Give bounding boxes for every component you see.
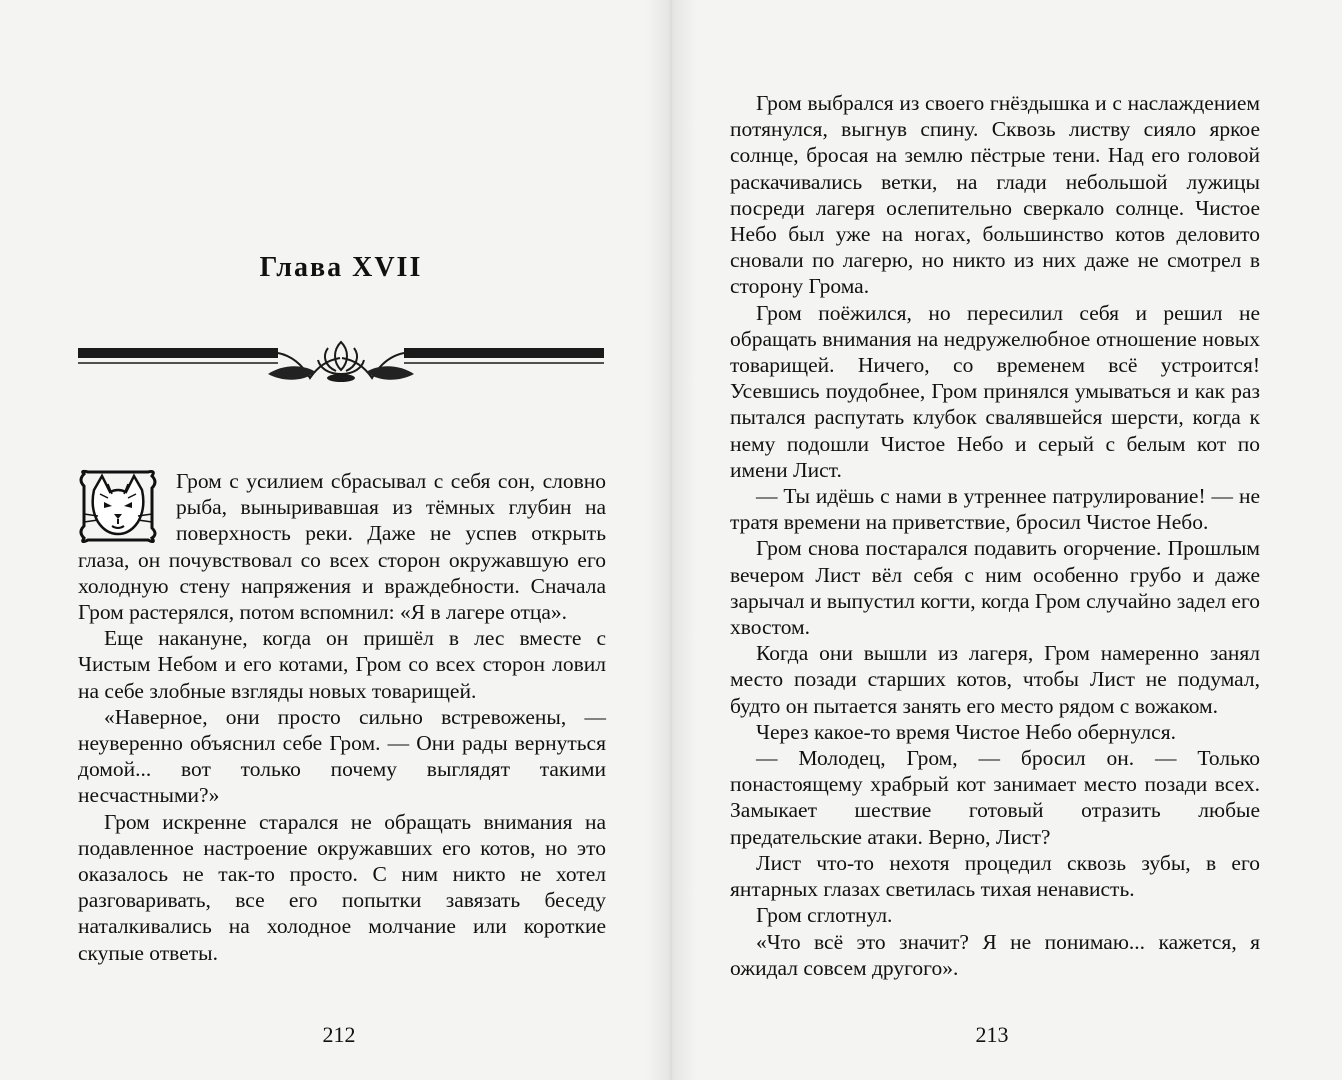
paragraph: Гром поёжился, но пересилил себя и решил не обращать внимания на недружелюбное отношение новых товарищей. Ничего, со временем всё устроится! Усевшись поудобнее, Гром принялся умываться и как раз пытался распутать клубок свалявшейся шерсти, когда к нему подошли Чистое Небо и серый с белым кот по имени Лист. <box>730 300 1260 482</box>
paragraph: — Молодец, Гром, — бросил он. — Только понастоящему храбрый кот занимает место позади всех. Замыкает шествие готовый отразить любые предательские атаки. Верно, Лист? <box>730 746 1260 849</box>
paragraph: Еще накануне, когда он пришёл в лес вместе с Чистым Небом и его котами, Гром со всех сторон ловил на себе злобные взгляды новых товарищей. <box>78 626 606 703</box>
paragraph-text: Гром с усилием сбрасывал с себя сон, словно рыба, выныривавшая из тёмных глубин на поверхность реки. Даже не успев открыть глаза, он почувствовал со всех сторон окружавшую его холодную стену напряжения и враждебности. Сначала Гром растерялся, потом вспомнил: «Я в лагере отца». <box>78 469 606 625</box>
page-number: 213 <box>975 1022 1009 1047</box>
paragraph: Гром снова постарался подавить огорчение. Прошлым вечером Лист вёл себя с ним особенно грубо и даже зарычал и выпустил когти, когда Гром случайно задел его хвостом. <box>730 536 1260 640</box>
paragraph: Гром искренне старался не обращать внимания на подавленное настроение окружавших его котов, но это оказалось не так-то просто. С ним никто не хотел разговаривать, все его попытки завязать беседу наталкивались на холодное молчание или короткие скупые ответы. <box>78 809 606 965</box>
paragraph: Гром выбрался из своего гнёздышка и с наслаждением потянулся, выгнув спину. Сквозь листву сияло яркое солнце, бросая на землю пёстрые тени. Над его головой раскачивались ветки, на глади небольшой лужицы посреди лагеря ослепительно сверкало солнце. Чистое Небо был уже на ногах, большинство котов деловито сновали по лагерю, но никто из них даже не смотрел в сторону Грома. <box>730 91 1260 299</box>
paragraph: Гром сглотнул. <box>756 903 893 928</box>
paragraph: Когда они вышли из лагеря, Гром намеренно занял место позади старших котов, чтобы Лист не подумал, будто он пытается занять его место рядом с вожаком. <box>730 641 1260 718</box>
paragraph: Через какое-то время Чистое Небо обернулся. <box>756 719 1176 744</box>
paragraph <box>78 468 606 625</box>
left-page-text <box>78 468 606 966</box>
paragraph: «Наверное, они просто сильно встревожены, — неуверенно объяснил себе Гром. — Они рады вернуться домой... вот только почему выглядят такими несчастными?» <box>78 704 606 808</box>
paragraph: «Что всё это значит? Я не понимаю... кажется, я ожидал совсем другого». <box>730 929 1260 980</box>
chapter-ornament-icon <box>78 336 604 386</box>
right-page-text <box>730 90 1260 981</box>
chapter-title: Глава XVII <box>259 252 423 283</box>
paragraph: — Ты идёшь с нами в утреннее патрулирование! — не тратя времени на приветствие, бросил Чистое Небо. <box>730 484 1260 535</box>
page-number: 212 <box>322 1022 356 1047</box>
paragraph: Лист что-то нехотя процедил сквозь зубы, в его янтарных глазах светилась тихая ненависть. <box>730 850 1260 902</box>
cat-face-drop-cap-icon <box>78 468 176 544</box>
